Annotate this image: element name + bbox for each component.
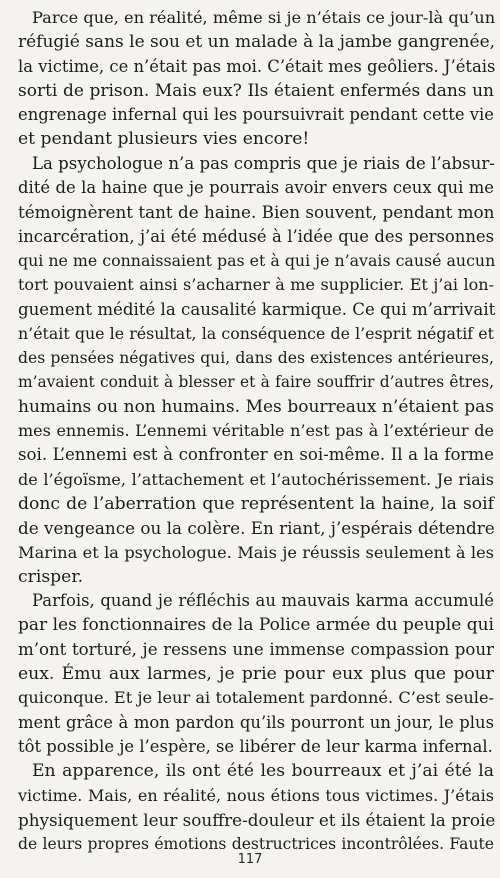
text-line: crisper. bbox=[18, 566, 84, 587]
text-line: mes ennemis. L’ennemi véritable n’est pas à l’extérieur de bbox=[18, 421, 494, 441]
page-number: 117 bbox=[237, 852, 263, 867]
text-line: physiquement leur souffre-douleur et ils étaient la proie bbox=[18, 809, 496, 830]
text-line: tort pouvaient ainsi s’acharner à me supplicier. Et j’ai lon- bbox=[18, 275, 494, 295]
text-line: victime. Mais, en réalité, nous étions tous victimes. J’étais bbox=[18, 785, 494, 805]
text-line: ment grâce à mon pardon qu’ils pourront un jour, le plus bbox=[18, 712, 494, 732]
text-line: eux. Ému aux larmes, je prie pour eux plus que pour bbox=[18, 664, 494, 685]
text-line: engrenage infernal qui les poursuivrait pendant cette vie bbox=[18, 105, 494, 125]
text-line: guement médité la causalité karmique. Ce qui m’arrivait bbox=[18, 299, 496, 319]
text-line: Parce que, en réalité, même si je n’étais ce jour-là qu’un bbox=[32, 8, 496, 27]
text-line: La psychologue n’a pas compris que je riais de l’absur- bbox=[32, 153, 495, 173]
book-page bbox=[18, 6, 494, 856]
text-line: quiconque. Et je leur ai totalement pardonné. C’est seule- bbox=[18, 688, 494, 708]
text-line: réfugié sans le sou et un malade à la jambe gangrenée, bbox=[18, 32, 496, 53]
text-line: de vengeance ou la colère. En riant, j’espérais détendre bbox=[18, 518, 495, 539]
text-line: sorti de prison. Mais eux? Ils étaient enfermés dans un bbox=[18, 80, 494, 101]
text-line: qui ne me connaissaient pas et à qui je n’avais causé aucun bbox=[18, 250, 496, 270]
text-line: m’ont torturé, je ressens une immense compassion pour bbox=[18, 639, 494, 659]
text-line: de l’égoïsme, l’attachement et l’autochérissement. Je riais bbox=[18, 469, 494, 489]
text-line: donc de l’aberration que représentent la haine, la soif bbox=[18, 493, 494, 514]
text-line: humains ou non humains. Mes bourreaux n’étaient pas bbox=[18, 396, 494, 417]
text-line: En apparence, ils ont été les bourreaux et j’ai été la bbox=[32, 761, 494, 782]
paragraph-1 bbox=[18, 6, 494, 152]
text-line: n’était que le résultat, la conséquence de l’esprit négatif et bbox=[18, 323, 494, 343]
text-line: Parfois, quand je réfléchis au mauvais karma accumulé bbox=[32, 591, 494, 611]
text-line: par les fonctionnaires de la Police armée du peuple qui bbox=[18, 615, 494, 636]
paragraph-2 bbox=[18, 152, 494, 589]
text-line: la victime, ce n’était pas moi. C’était mes geôliers. J’étais bbox=[18, 56, 496, 76]
text-line: tôt possible je l’espère, se libérer de leur karma infernal. bbox=[18, 736, 493, 756]
text-line: Marina et la psychologue. Mais je réussis seulement à les bbox=[18, 542, 494, 562]
text-line: soi. L’ennemi est à confronter en soi-même. Il a la forme bbox=[18, 445, 494, 465]
text-line: témoignèrent tant de haine. Bien souvent, pendant mon bbox=[18, 202, 495, 223]
text-line: de leurs propres émotions destructrices incontrôlées. Faute bbox=[18, 835, 494, 854]
text-line: m’avaient conduit à blesser et à faire souffrir d’autres êtres, bbox=[18, 373, 494, 392]
text-line: incarcération, j’ai été médusé à l’idée que des personnes bbox=[18, 226, 494, 246]
paragraph-3 bbox=[18, 589, 494, 759]
text-line: dité de la haine que je pourrais avoir envers ceux qui me bbox=[18, 178, 494, 198]
text-line: des pensées négatives qui, dans des existences antérieures, bbox=[18, 349, 494, 368]
paragraph-4 bbox=[18, 759, 494, 856]
text-line: et pendant plusieurs vies encore! bbox=[18, 129, 310, 150]
